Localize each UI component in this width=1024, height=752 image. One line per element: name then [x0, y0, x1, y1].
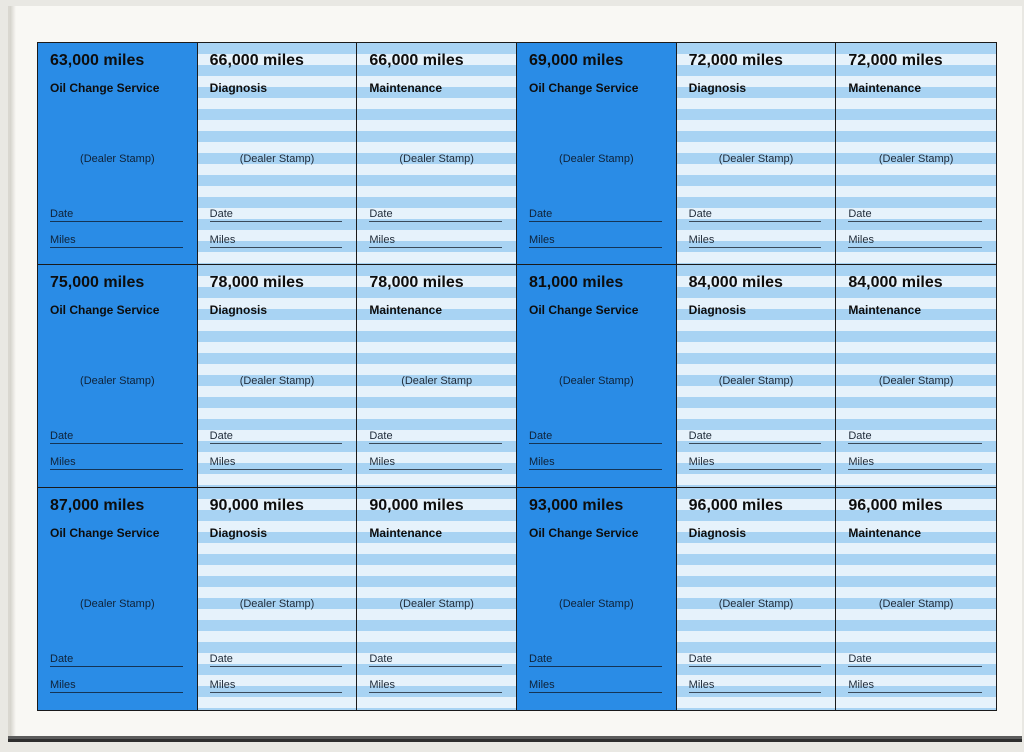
miles-label: Miles: [209, 234, 236, 246]
miles-field: [689, 455, 822, 470]
date-field: [210, 429, 343, 444]
coupon-mileage: 84,000 miles: [848, 274, 943, 292]
date-label: Date: [369, 430, 393, 443]
date-field: [50, 207, 183, 222]
miles-label: Miles: [209, 456, 236, 469]
dealer-stamp-area: (Dealer Stamp): [878, 153, 954, 165]
miles-field: [529, 455, 662, 470]
miles-label: Miles: [50, 456, 76, 469]
service-coupon: [198, 43, 358, 265]
date-label: Date: [529, 652, 553, 665]
coupon-mileage: 78,000 miles: [369, 274, 464, 292]
coupon-service-type: Oil Change Service: [529, 525, 639, 540]
service-coupon: [357, 43, 517, 265]
page-spine: [10, 6, 16, 736]
service-coupon: [677, 488, 837, 710]
dealer-stamp-area: (Dealer Stamp): [718, 375, 794, 388]
coupon-mileage: 81,000 miles: [529, 274, 624, 292]
coupon-service-type: Diagnosis: [209, 81, 268, 95]
coupon-service-type: Oil Change Service: [50, 525, 160, 540]
dealer-stamp-area: (Dealer Stamp): [399, 597, 474, 610]
coupon-mileage: 66,000 miles: [369, 52, 464, 69]
date-field: [529, 652, 662, 667]
coupon-mileage: 90,000 miles: [369, 496, 464, 514]
dealer-stamp-area: (Dealer Stamp): [718, 153, 794, 165]
coupon-service-type: Maintenance: [848, 303, 922, 318]
service-coupon: [517, 488, 677, 710]
dealer-stamp-area: (Dealer Stamp): [239, 153, 315, 165]
date-label: Date: [848, 430, 872, 443]
miles-field: [210, 233, 343, 248]
dealer-stamp-area: (Dealer Stamp): [80, 375, 155, 388]
service-coupon: [836, 265, 996, 487]
coupon-mileage: 69,000 miles: [529, 52, 624, 69]
coupon-service-type: Oil Change Service: [529, 81, 639, 95]
miles-label: Miles: [848, 456, 874, 469]
date-label: Date: [688, 208, 712, 220]
coupon-service-type: Maintenance: [848, 81, 922, 95]
coupon-mileage: 96,000 miles: [688, 496, 783, 514]
miles-label: Miles: [848, 678, 874, 691]
date-label: Date: [848, 208, 872, 220]
miles-field: [210, 455, 343, 470]
service-coupon: [38, 488, 198, 710]
service-coupon: [357, 488, 517, 710]
miles-field: [848, 233, 982, 248]
miles-label: Miles: [529, 456, 555, 469]
coupon-service-type: Diagnosis: [688, 303, 747, 318]
date-label: Date: [50, 430, 74, 443]
date-field: [848, 207, 982, 222]
date-label: Date: [50, 208, 74, 220]
coupon-mileage: 84,000 miles: [688, 274, 783, 292]
coupon-mileage: 96,000 miles: [848, 496, 943, 514]
date-field: [369, 652, 502, 667]
miles-field: [848, 678, 982, 693]
date-field: [529, 429, 662, 444]
coupon-service-type: Diagnosis: [688, 81, 747, 95]
maintenance-coupon-grid: [37, 42, 997, 711]
miles-label: Miles: [369, 234, 395, 246]
service-coupon: [677, 265, 837, 487]
dealer-stamp-area: (Dealer Stamp): [559, 153, 634, 165]
dealer-stamp-area: (Dealer Stamp): [559, 597, 634, 610]
coupon-mileage: 78,000 miles: [209, 274, 304, 292]
date-field: [369, 207, 502, 222]
coupon-service-type: Oil Change Service: [50, 81, 160, 95]
service-coupon: [198, 488, 358, 710]
date-label: Date: [369, 652, 393, 665]
miles-field: [848, 455, 982, 470]
dealer-stamp-area: (Dealer Stamp): [239, 375, 315, 388]
date-label: Date: [369, 208, 393, 220]
coupon-service-type: Diagnosis: [688, 525, 747, 540]
miles-field: [689, 233, 822, 248]
service-coupon: [836, 43, 996, 265]
date-label: Date: [529, 430, 553, 443]
service-coupon: [38, 43, 198, 265]
date-label: Date: [209, 430, 233, 443]
service-coupon: [677, 43, 837, 265]
coupon-service-type: Oil Change Service: [529, 303, 639, 318]
date-field: [689, 429, 822, 444]
miles-label: Miles: [529, 234, 555, 246]
coupon-mileage: 63,000 miles: [50, 52, 145, 69]
coupon-service-type: Maintenance: [848, 525, 922, 540]
dealer-stamp-area: (Dealer Stamp: [401, 375, 473, 388]
date-label: Date: [529, 208, 553, 220]
coupon-mileage: 66,000 miles: [209, 52, 304, 69]
date-field: [210, 652, 343, 667]
service-coupon: [836, 488, 996, 710]
miles-label: Miles: [529, 678, 555, 691]
dealer-stamp-area: (Dealer Stamp): [559, 375, 634, 388]
coupon-mileage: 87,000 miles: [50, 496, 145, 514]
service-coupon: [517, 265, 677, 487]
booklet-page: [8, 6, 1022, 736]
miles-field: [369, 455, 502, 470]
miles-field: [689, 678, 822, 693]
date-field: [689, 207, 822, 222]
date-label: Date: [209, 208, 233, 220]
coupon-mileage: 90,000 miles: [209, 496, 304, 514]
service-coupon: [517, 43, 677, 265]
miles-field: [369, 678, 502, 693]
miles-field: [50, 455, 183, 470]
miles-label: Miles: [369, 678, 395, 691]
miles-field: [50, 233, 183, 248]
miles-label: Miles: [209, 678, 236, 691]
coupon-service-type: Diagnosis: [209, 525, 268, 540]
miles-label: Miles: [50, 678, 76, 691]
dealer-stamp-area: (Dealer Stamp): [239, 597, 315, 610]
coupon-mileage: 72,000 miles: [688, 52, 783, 69]
date-label: Date: [50, 652, 74, 665]
dealer-stamp-area: (Dealer Stamp): [878, 597, 954, 610]
service-coupon: [357, 265, 517, 487]
dealer-stamp-area: (Dealer Stamp): [878, 375, 954, 388]
miles-field: [369, 233, 502, 248]
miles-field: [529, 678, 662, 693]
coupon-service-type: Oil Change Service: [50, 303, 160, 318]
date-field: [848, 652, 982, 667]
coupon-service-type: Maintenance: [369, 303, 443, 318]
dealer-stamp-area: (Dealer Stamp): [718, 597, 794, 610]
miles-field: [50, 678, 183, 693]
dealer-stamp-area: (Dealer Stamp): [80, 153, 155, 165]
service-coupon: [198, 265, 358, 487]
miles-label: Miles: [50, 234, 76, 246]
coupon-service-type: Diagnosis: [209, 303, 268, 318]
miles-label: Miles: [369, 456, 395, 469]
date-field: [848, 429, 982, 444]
coupon-service-type: Maintenance: [369, 81, 443, 95]
miles-field: [210, 678, 343, 693]
miles-label: Miles: [688, 678, 715, 691]
coupon-mileage: 75,000 miles: [50, 274, 145, 292]
coupon-service-type: Maintenance: [369, 525, 443, 540]
date-label: Date: [688, 652, 712, 665]
date-field: [210, 207, 343, 222]
date-field: [529, 207, 662, 222]
date-field: [689, 652, 822, 667]
date-label: Date: [688, 430, 712, 443]
service-coupon: [38, 265, 198, 487]
miles-label: Miles: [688, 456, 715, 469]
date-label: Date: [848, 652, 872, 665]
date-field: [50, 429, 183, 444]
coupon-mileage: 72,000 miles: [848, 52, 943, 69]
date-label: Date: [209, 652, 233, 665]
miles-label: Miles: [688, 234, 715, 246]
miles-label: Miles: [848, 234, 874, 246]
date-field: [50, 652, 183, 667]
date-field: [369, 429, 502, 444]
miles-field: [529, 233, 662, 248]
dealer-stamp-area: (Dealer Stamp): [399, 153, 474, 165]
dealer-stamp-area: (Dealer Stamp): [80, 597, 155, 610]
coupon-mileage: 93,000 miles: [529, 496, 624, 514]
